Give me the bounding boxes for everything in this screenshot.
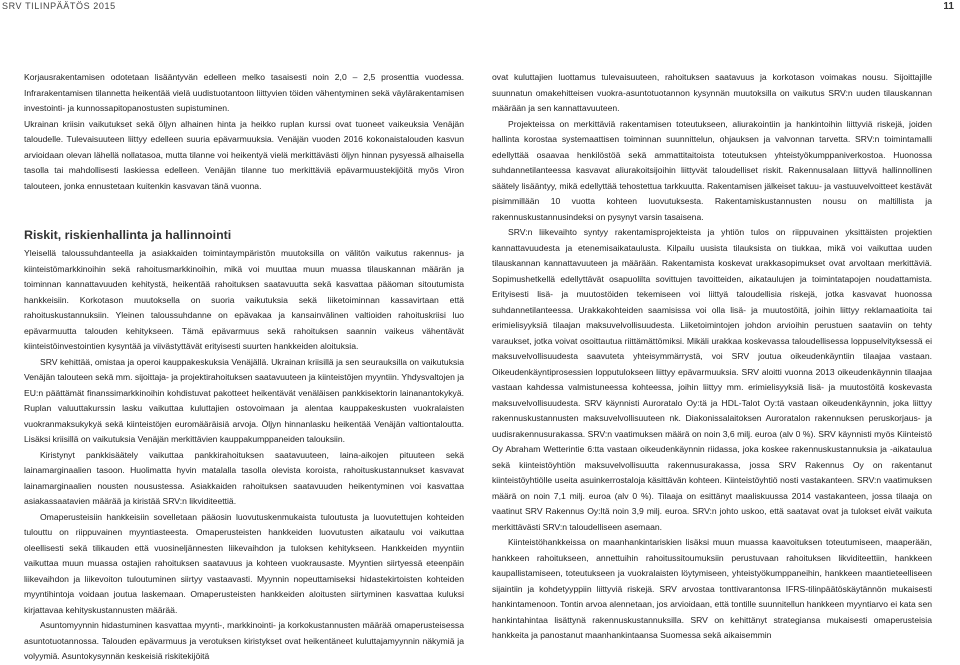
body-paragraph: Asuntomyynnin hidastuminen kasvattaa myynti-, markkinointi- ja korkokustannusten määrää omaperusteisessa asuntotuotannossa. Talouden epävarmuus ja verotuksen kiristykset ovat heikentäneet kuluttajamyynnin näkymiä ja volyymiä. Asuntokysynnän keskeisiä riskitekijöitä	[24, 620, 464, 661]
body-paragraph: Yleisellä taloussuhdanteella ja asiakkaiden toimintaympäristön muutoksilla on välitön vaikutus rakennus- ja kiinteistömarkkinoihin sekä rahoitusmarkkinoihin, mikä voi muuttaa muun muassa tilauskannan määrän ja toiminnan kannattavuuden kehitystä, heikentää rahoituksen saatavuutta sekä kasvattaa pääoman sitoutumista hankkeisiin. Korkotason muutoksella on suoria vaikutuksia sekä liiketoiminnan kassavirtaan että rahoituskustannuksiin. Yleinen taloussuhdanne on epävakaa ja kansainvälinen valtioiden rahoituskriisi luo epävarmuutta talouden kehitykseen. Tämä epävarmuus sekä rahoituksen saannin vaikeus vähentävät kiinteistöinvestointien kysyntää ja viivästyttävät erityisesti suurten hankkeiden aloituksia.	[24, 248, 464, 351]
body-paragraph: Projekteissa on merkittäviä rakentamisen toteutukseen, aliurakointiin ja hankintoihin liittyviä riskejä, joiden hallinta korostaa systemaattisen toiminnan suunnittelun, ohjauksen ja valvonnan tarvetta. SRV:n toimintamalli edellyttää osaavaa henkilöstöä sekä ammattitaitoista toteutuksen yhteistyökumppaniverkostoa. Huonossa suhdannetilanteessa kasvavat aliurakoitsijoihin liittyvät taloudelliset riskit. Rakennusalaan liittyvä hallinnollinen säätely lisääntyy, mikä edellyttää tehostettua tarkkuutta. Rakentamisen jälkeiset takuu- ja vastuuvelvoitteet kestävät pisimmillään 10 vuotta kohteen luovutuksesta. Rakentamiskustannusten nousu on maltillista ja rakennuskustannusindeksi on pysynyt varsin tasaisena.	[492, 118, 932, 222]
intro-paragraph: Ukrainan kriisin vaikutukset sekä öljyn alhainen hinta ja heikko ruplan kurssi ovat tuoneet vaikeuksia Venäjän taloudelle. Tulevaisuuteen liittyy edelleen suuria epävarmuuksia. Venäjän vuoden 2016 kokonaistalouden kasvun arvioidaan olevan lähellä nollatasoa, mutta tilanne voi heikentyä vielä merkittävästi öljyn hinnan pysyessä alhaisella tasolla tai mahdollisesti laskiessa edelleen. Venäjän tilanne tuo merkittäviä epävarmuustekijöitä myös Viron talouteen, jonka ennustetaan kuitenkin kasvavan tänä vuonna.	[24, 118, 464, 191]
right-column	[492, 70, 932, 644]
report-title: SRV TILINPÄÄTÖS 2015	[2, 1, 116, 11]
left-column	[24, 70, 464, 665]
page-header	[0, 0, 960, 16]
section-heading: Riskit, riskienhallinta ja hallinnointi	[24, 228, 232, 242]
body-paragraph: SRV:n liikevaihto syntyy rakentamisprojekteista ja yhtiön tulos on riippuvainen yksittäisten projektien kannattavuudesta ja etenemisaikataulusta. Kilpailu uusista tilauksista on tiukkaa, mikä voi vaikuttaa uuden tilauskannan kannattavuuteen ja määrään. Rakentamista koskevat urakkasopimukset ovat arvoltaan merkittäviä. Sopimushetkellä edellyttävät osapuolilta sovittujen tavoitteiden, aikataulujen ja toimintatapojen noudattamista. Erityisesti lisä- ja muutostöiden tekemiseen voi liittyä taloudellisia riskejä, jotka kasvavat huonossa suhdannetilanteessa. Urakkakohteiden saamisissa voi olla lisä- ja muutostöitä, joihin liittyy reklamaatioita tai erimielisyyksiä tilaajan maksuvelvollisuudesta. Liiketoimintojen johdon arvioihin perustuen saataviin on tehty varaukset, jotka voivat osoittautua riittämättömiksi. Mikäli urakkaa koskevassa taloudellisessa loppuselvityksessä ei maksuvelvollisuudesta saavuteta yhteisymmärrystä, voi SRV joutua oikeudenkäyntiin tilaajaa vastaan. Oikeudenkäyntiprosessien lopputulokseen liittyy epävarmuuksia. SRV aloitti vuonna 2013 oikeudenkäynnin tilaajaa vastaan kahdessa valmistuneessa kohteessa, joihin liittyy mm. erimielisyyksiä lisä- ja muutostöitä koskevasta maksuvelvollisuudesta. SRV käynnisti Auroratalo Oy:tä ja HDL-Talot Oy:tä vastaan oikeudenkäynnin, joka liittyy rakennuskustannusten maksuvelvollisuuteen nk. Diakonissalaitoksen Auroratalon rakennuksen peruskorjaus- ja uudisrakennusurakassa. SRV:n vaatimuksen määrä on noin 3,6 milj. euroa (alv 0 %). SRV käynnisti myös Kiinteistö Oy Abraham Wetterintie 6:tta vastaan oikeudenkäynnin riidassa, joka koskee rakennuskustannuksia ja -aikataulua sekä kiinteistöyhtiön maksuvelvollisuutta rakennusurakassa, jossa SRV Rakennus Oy on rakentanut kiinteistöyhtiölle useita asuinkerrostaloja käsittävän kohteen. Kiinteistöyhtiö nosti vastakanteen. SRV:n vaatimuksen määrä on noin 7,1 milj. euroa (alv 0 %). Tilaaja on esittänyt maaliskuussa 2014 vastakanteen, jossa tilaaja on vaatinut SRV Rakennus Oy:ltä noin 3,9 milj. euroa. SRV:n johto uskoo, että saatavat ovat ja tulokset eivät vaikuta merkittävästi SRV:n taloudelliseen asemaan.	[492, 227, 932, 532]
body-paragraph: Kiinteistöhankkeissa on maanhankintariskien lisäksi muun muassa kaavoituksen toteutumiseen, maaperään, hankkeen rahoitukseen, annettuihin rahoitussitoumuksiin perustuvaan rahoituksen likviditeettiin, hankkeen kaupallistamiseen, toteutukseen ja vuokralaisten löytymiseen, yhteistyökumppaneihin, hankkeen maantieteelliseen sijaintiin ja kohdetyyppiin liittyviä riskejä. SRV arvostaa tonttivarantonsa IFRS-tilinpäätöskäytännön mukaisesti hankintamenoon. Tontin arvoa alennetaan, jos arvioidaan, että tontille suunnitellun hankkeen myyntiarvo ei kata sen hankintahintaa lisättynä rakennuskustannuksilla. SRV on kehittänyt strategiansa mukaisesti omaperusteisia hankkeita ja panostanut maanhankintaansa Suomessa sekä aikaisemmin	[492, 537, 932, 640]
body-paragraph: Omaperusteisiin hankkeisiin sovelletaan pääosin luovutuskenmukaista tuloutusta ja luovutettujen kohteiden tulouttu on riippuvainen myyntiasteesta. Omaperusteisten hankkeiden luovutusten aikataulu voi vaikuttaa oleellisesti sekä tilikauden että vuosineljännesten liikevaihdon ja tuloksen kehitykseen. Hankkeiden myyntiin vaikuttaa muun muassa ostajien rahoituksen saatavuus ja kohteen vuokrausaste. Myyntien siirtyessä eteenpäin liikevaihdon ja liikevoiton tuloutuminen siirtyy vastaavasti. Myynnin nopeuttamiseksi hidastekirtoisten kohteiden myyntihintoja voidaan joutua laskemaan. Omaperusteisten hankkeiden aloitusten siirtyminen kasvattaa kuluksi kirjattavaa kehityskustannusten määrää.	[24, 511, 464, 615]
page-number: 11	[943, 1, 954, 12]
body-paragraph: SRV kehittää, omistaa ja operoi kauppakeskuksia Venäjällä. Ukrainan kriisillä ja sen seurauksilla on vaikutuksia Venäjän talouteen sekä mm. sijoittaja- ja projektirahoituksen saatavuuteen ja kiinteistöjen myyntiin. Yhdysvaltojen ja EU:n päättämät finanssimarkkinoihin kohdistuvat pakotteet heikentävät venäläisen pankkisektorin lainanantokykyä. Ruplan valuuttakurssin lasku vaikuttaa kuluttajien ostovoimaan ja alentaa kauppakeskusten vuokralaisten vuokranmaksukykyä sekä kiinteistöjen euromääräisiä arvoja. Öljyn hinnanlasku heikentää Venäjän valtiontaloutta. Lisäksi kriisillä on vaikutuksia Venäjän merkittävien kauppakumppaneiden talouksiin.	[24, 356, 464, 444]
body-paragraph: Kiristynyt pankkisäätely vaikuttaa pankkirahoituksen saatavuuteen, laina-aikojen pituuteen sekä lainamarginaalien tasoon. Huolimatta hyvin matalalla tasolla olevista koroista, rahoituskustannukset kasvavat lainamarginaalien nousten nousustessa. Asiakkaiden rahoituksen saatavuuden heikentyminen voi kasvattaa asiakassaatavien määrää ja kiristää SRV:n likviditeettiä.	[24, 449, 464, 506]
body-paragraph: ovat kuluttajien luottamus tulevaisuuteen, rahoituksen saatavuus ja korkotason voimakas nousu. Sijoittajille suunnatun omakehitteisen vuokra-asuntotuotannon kysynnän muutoksilla on vaikutus SRV:n uuden tilauskannan määrään ja sen kannattavuuteen.	[492, 72, 932, 113]
intro-paragraph: Korjausrakentamisen odotetaan lisääntyvän edelleen melko tasaisesti noin 2,0 – 2,5 prosenttia vuodessa. Infrarakentamisen tilannetta heikentää vielä uudistuotantoon liittyvien töiden vähentyminen sekä väylärakentamisen investointi- ja kunnossapitopanostusten supistuminen.	[24, 72, 464, 113]
